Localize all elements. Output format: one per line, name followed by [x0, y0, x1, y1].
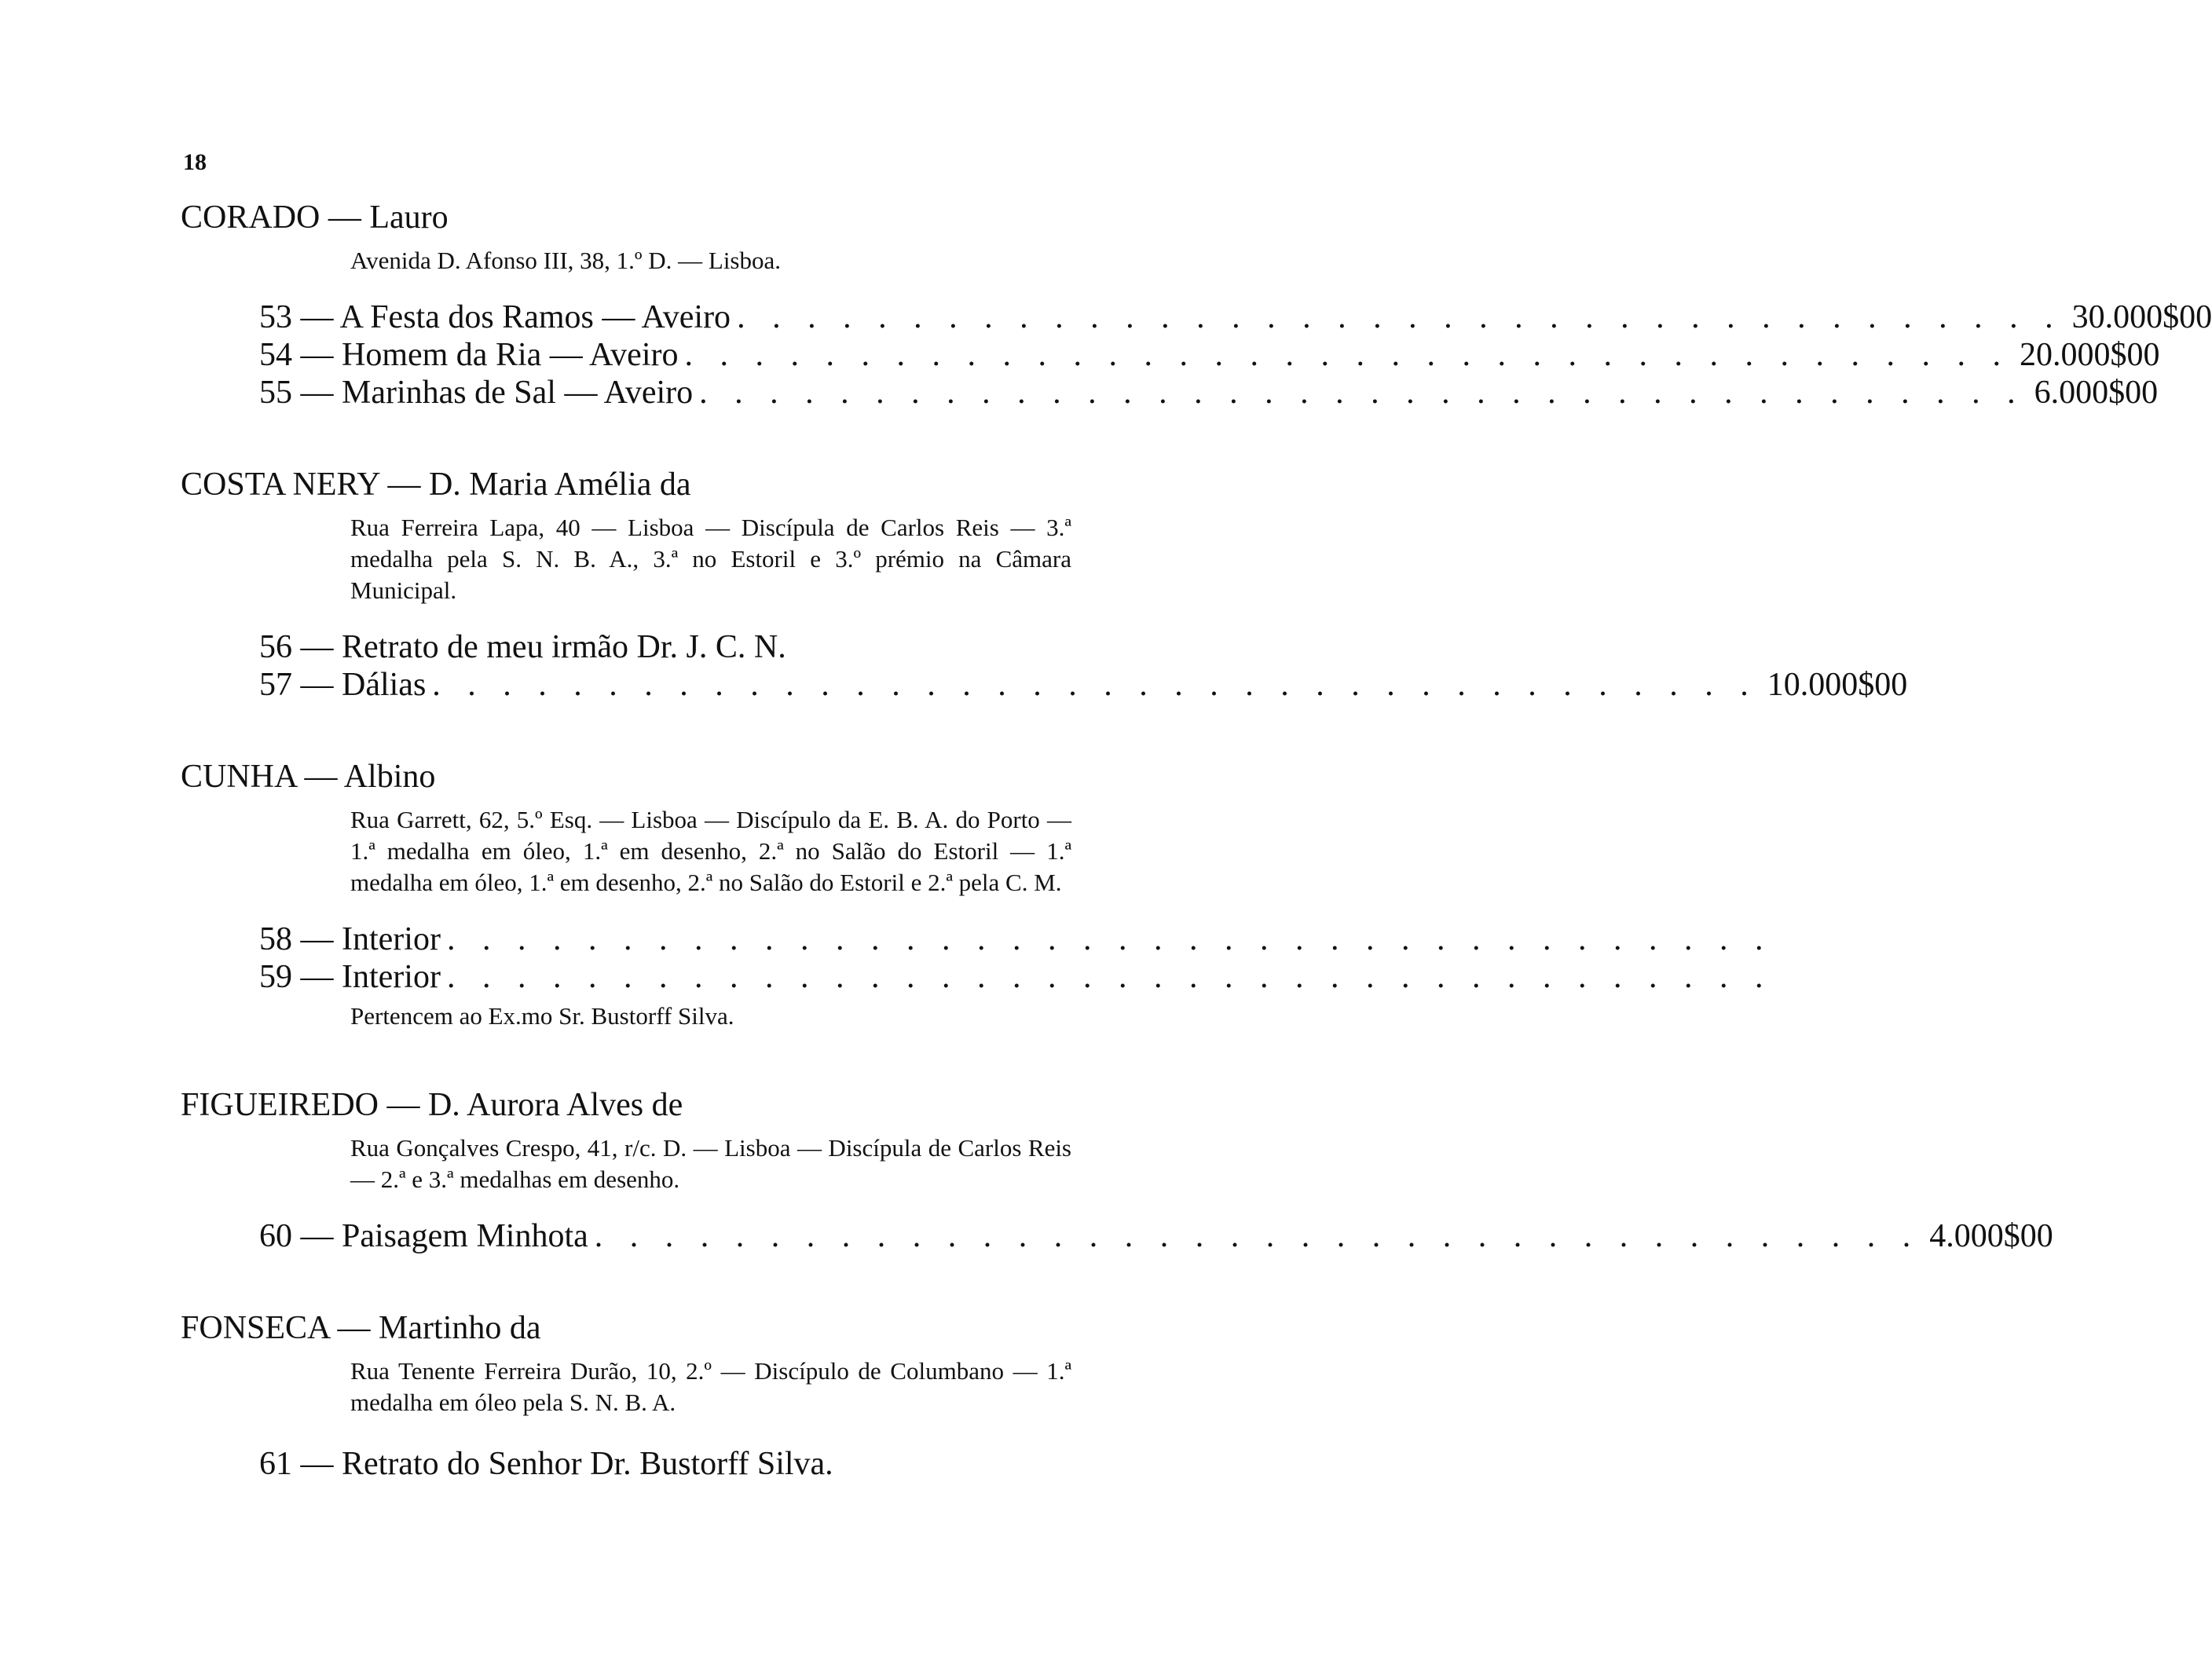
works-list — [259, 1445, 1071, 1483]
dot-leader: . . . . . . . . . . . . . . . . . . . . . . . . . . . . . . . . . . . . . . — [446, 959, 1773, 995]
works-list — [259, 1217, 2053, 1255]
artist-entry-cunha — [181, 757, 1773, 1032]
work-item — [259, 1445, 1071, 1483]
work-item — [259, 1217, 2053, 1255]
artist-entry-costa-nery — [181, 465, 1908, 704]
artist-address: Rua Tenente Ferreira Durão, 10, 2.º — Discípulo de Columbano — 1.ª medalha em óleo pela S. N. B. A. — [350, 1357, 1071, 1416]
work-price: 4.000$00 — [1929, 1218, 2053, 1254]
work-title: 53 — A Festa dos Ramos — Aveiro — [259, 299, 731, 335]
artist-address: Avenida D. Afonso III, 38, 1.º D. — Lisboa. — [350, 247, 782, 274]
catalogue-page — [181, 198, 2212, 1536]
work-item — [259, 958, 1773, 996]
ownership-note: Pertencem ao Ex.mo Sr. Bustorff Silva. — [350, 1002, 734, 1030]
dot-leader: . . . . . . . . . . . . . . . . . . . . . . . . . . . . . . . . . . . . . . — [737, 299, 2063, 335]
work-item — [259, 920, 1773, 958]
work-price: 30.000$00 — [2071, 299, 2212, 335]
artist-entry-fonseca — [181, 1308, 1076, 1483]
works-list — [259, 920, 1773, 1032]
page-number: 18 — [183, 149, 207, 175]
works-list — [259, 628, 1908, 704]
work-item — [259, 374, 2159, 412]
artist-name: FIGUEIREDO — D. Aurora Alves de — [181, 1087, 683, 1123]
artist-address: Rua Ferreira Lapa, 40 — Lisboa — Discípula de Carlos Reis — 3.ª medalha pela S. N. B. A., 3.ª no Estoril e 3.º prémio na Câmara Municipal. — [350, 514, 1071, 604]
artist-name: CORADO — Lauro — [181, 199, 449, 236]
works-list — [259, 298, 2212, 412]
dot-leader: . . . . . . . . . . . . . . . . . . . . . . . . . . . . . . . . . . . . . . — [699, 375, 2025, 411]
artist-name: FONSECA — Martinho da — [181, 1310, 541, 1346]
artist-name: COSTA NERY — D. Maria Amélia da — [181, 467, 691, 503]
work-title: 56 — Retrato de meu irmão Dr. J. C. N. — [259, 629, 786, 665]
work-price: 10.000$00 — [1767, 667, 1908, 703]
work-title: 58 — Interior — [259, 921, 441, 957]
work-title: 59 — Interior — [259, 959, 441, 995]
work-title: 54 — Homem da Ria — Aveiro — [259, 337, 679, 373]
work-price: 6.000$00 — [2034, 375, 2159, 411]
dot-leader: . . . . . . . . . . . . . . . . . . . . . . . . . . . . . . . . . . . . . . — [432, 667, 1758, 703]
artist-entry-corado — [181, 198, 2212, 412]
work-item — [259, 298, 2212, 336]
work-title: 57 — Dálias — [259, 667, 427, 703]
artist-entry-figueiredo — [181, 1085, 2053, 1255]
work-price: 20.000$00 — [2019, 337, 2160, 373]
dot-leader: . . . . . . . . . . . . . . . . . . . . . . . . . . . . . . . . . . . . . . — [594, 1218, 1921, 1254]
dot-leader: . . . . . . . . . . . . . . . . . . . . . . . . . . . . . . . . . . . . . . — [684, 337, 2010, 373]
work-item — [259, 628, 1071, 666]
artist-address: Rua Gonçalves Crespo, 41, r/c. D. — Lisboa — Discípula de Carlos Reis — 2.ª e 3.ª medalhas em desenho. — [350, 1134, 1071, 1193]
work-item — [259, 336, 2160, 374]
work-title: 61 — Retrato do Senhor Dr. Bustorff Silva. — [259, 1446, 833, 1482]
work-item — [259, 666, 1908, 704]
work-title: 60 — Paisagem Minhota — [259, 1218, 588, 1254]
dot-leader: . . . . . . . . . . . . . . . . . . . . . . . . . . . . . . . . . . . . . . — [446, 921, 1773, 957]
work-title: 55 — Marinhas de Sal — Aveiro — [259, 375, 694, 411]
artist-address: Rua Garrett, 62, 5.º Esq. — Lisboa — Discípulo da E. B. A. do Porto — 1.ª medalha em óleo, 1.ª em desenho, 2.ª no Salão do Estoril — 1.ª medalha em óleo, 1.ª em desenho, 2.ª no Salão do Estoril e 2.ª pela C. M. — [350, 806, 1071, 896]
artist-name: CUNHA — Albino — [181, 759, 436, 795]
